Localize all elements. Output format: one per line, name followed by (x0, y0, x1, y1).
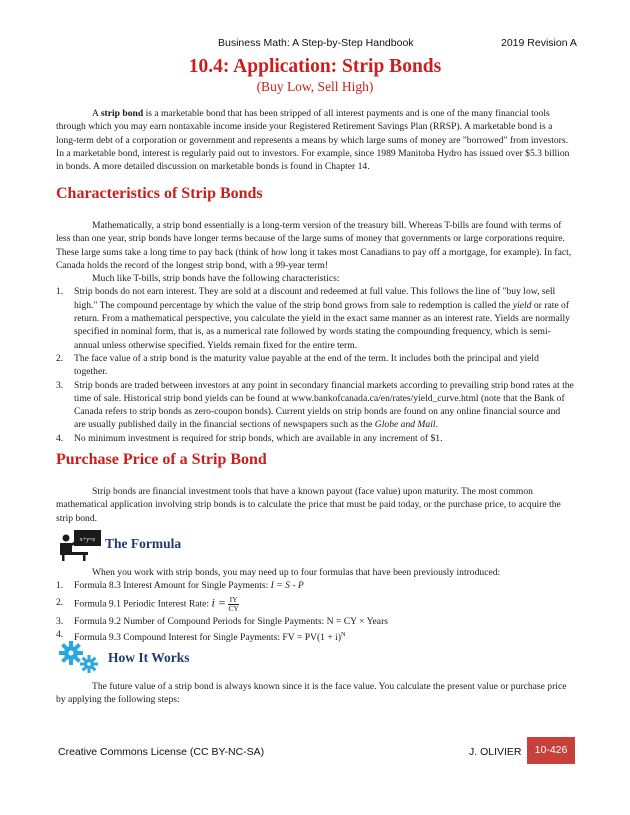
formula2-numerator: IY (229, 594, 238, 604)
item1-yield-term: yield (512, 299, 532, 311)
item4-text: No minimum investment is required for strip bonds, which are available in any increment of $1. (74, 432, 443, 444)
how-it-works-heading: How It Works (108, 650, 190, 665)
how-it-works-body (56, 680, 574, 707)
item3-text-b: . (435, 419, 438, 431)
gears-icon (57, 640, 103, 674)
formula4-label: Formula 9.3 Compound Interest for Single Payments: (74, 632, 283, 644)
intro-lead: A (92, 108, 101, 119)
page-title: 10.4: Application: Strip Bonds (188, 56, 442, 77)
item1-text-b: or rate of return. From a mathematical perspective, you calculate the yield in the exact same manner as an interest rate. Yields are normally specified in nominal form, that is, as a numerical rate followed by words stating the compounding frequency, which is semi-annual unless otherwise specified. Yields remain fixed for the entire term. (74, 299, 570, 351)
list-item: 4. No minimum investment is required for strip bonds, which are available in any increment of $1. (56, 432, 443, 444)
intro-paragraph (56, 107, 574, 173)
formula1-label: Formula 8.3 Interest Amount for Single Payments: (74, 580, 271, 592)
list-item: 3. Strip bonds are traded between investors at any point in secondary financial markets according to prevailing strip bond rates at the time of sale. Historical strip bond yields can be found at www.bankofcanada.ca/en/rates/yield_curve.html (note that the Bank of Canada refers to strip bonds as zero-coupon bonds). Current yields on strip bonds are found on any online financial source and are usually published daily in the financial sections of newspapers such as the Globe and Mail. (56, 379, 574, 431)
formula2-fraction (228, 596, 238, 613)
purchase-price-heading: Purchase Price of a Strip Bond (56, 451, 267, 468)
formula2-lhs: i = (211, 595, 226, 610)
page-subtitle: (Buy Low, Sell High) (256, 79, 374, 94)
book-title: Business Math: A Step-by-Step Handbook (218, 37, 414, 49)
formula-heading: The Formula (105, 536, 182, 551)
list-item: 1. Strip bonds do not earn interest. They are sold at a discount and redeemed at full value. This follows the line of "buy low, sell high." The compound percentage by which the value of the strip bond grows from sale to redemption is called the yield or rate of return. From a mathematical perspective, you calculate the yield in the exact same manner as an interest rate. Yields are normally specified in nominal form, that is, as a numerical rate followed by words stating the compounding frequency, which is semi-annual unless otherwise specified. Yields remain fixed for the entire term. (56, 286, 570, 351)
list-item: 3. Formula 9.2 Number of Compound Periods for Single Payments: N = CY × Years (56, 615, 388, 627)
characteristics-list (56, 285, 574, 445)
item3-newspaper: Globe and Mail (374, 419, 436, 431)
chalkboard-text: x+y=z (79, 537, 96, 543)
formula3-label: Formula 9.2 Number of Compound Periods for Single Payments: (74, 615, 327, 627)
formula2-denominator: CY (228, 603, 239, 613)
list-item: 1. Formula 8.3 Interest Amount for Single Payments: I = S - P (56, 580, 304, 592)
formula1-equation: I = S - P (270, 580, 304, 592)
characteristics-para1: Mathematically, a strip bond essentially is a long-term version of the treasury bill. Whereas T-bills are found with terms of less than one year, strip bonds have longer terms because of the large sums of money that governments or large corporations require. These large sums take a long time to pay back (think of how long it takes most Canadians to pay off a mortgage, for example). In fact, Canada holds the record of the longest strip bond, with a 99-year term! (56, 220, 572, 271)
list-item: 2. Formula 9.1 Periodic Interest Rate: i = $\frac{IY}{CY}$ (56, 594, 239, 613)
formula4-exponent: N (341, 630, 346, 638)
intro-rest: is a marketable bond that has been stripped of all interest payments and is one of the many financial tools through which you may earn nontaxable income inside your Registered Retirement Savings Plan (RRSP). A marketable bond is a long-term debt of a corporation or government and represents a means by which large sums of money are "borrowed" from investors. In a marketable bond, interest is regularly paid out to investors. For example, since 1989 Manitoba Hydro has issued over $5.3 billion in bonds. A more detailed discussion on marketable bonds is found in Chapter 14. (56, 108, 570, 173)
item1-text-a: Strip bonds do not earn interest. They are sold at a discount and redeemed at full value. This follows the line of "buy low, sell high." The compound percentage by which the value of the strip bond grows from sale to redemption is called the (74, 286, 556, 311)
item2-text: The face value of a strip bond is the maturity value payable at the end of the term. It includes both the principal and yield together. (74, 352, 539, 378)
formula-body (56, 566, 574, 644)
teacher-chalkboard-icon (57, 528, 103, 562)
formula3-equation: N = CY × Years (326, 615, 388, 627)
author-name: J. OLIVIER (469, 746, 522, 758)
license-text: Creative Commons License (CC BY-NC-SA) (58, 746, 265, 758)
revision-label: 2019 Revision A (501, 37, 577, 49)
page-number-badge: 10-426 (527, 737, 575, 764)
intro-term: strip bond (100, 108, 144, 119)
item3-text-a: Strip bonds are traded between investors at any point in secondary financial markets according to prevailing strip bond rates at the time of sale. Historical strip bond yields can be found at www.bankofcanada.ca/en/rates/yield_curve.html (note that the Bank of Canada refers to strip bonds as zero-coupon bonds). Current yields on strip bonds are found on any online financial source and are usually published daily in the financial sections of newspapers such as the (74, 379, 574, 431)
purchase-para: Strip bonds are financial investment tools that have a known payout (face value) upon maturity. The most common mathematical application involving strip bonds is to calculate the price that must be paid today, or the purchase price, to acquire the strip bond. (56, 486, 561, 524)
formula-intro: When you work with strip bonds, you may need up to four formulas that have been previously introduced: (92, 567, 501, 578)
purchase-body (56, 485, 574, 525)
formula4-equation: FV = PV(1 + i) (282, 632, 342, 644)
formula-list (56, 579, 574, 644)
formula2-label: Formula 9.1 Periodic Interest Rate: (74, 598, 212, 610)
characteristics-heading: Characteristics of Strip Bonds (56, 185, 263, 202)
how-it-works-para: The future value of a strip bond is always known since it is the face value. You calculate the present value or purchase price by applying the following steps: (56, 681, 567, 706)
list-item: 4. Formula 9.3 Compound Interest for Single Payments: FV = $PV(1 + i)^N$ (56, 628, 346, 644)
characteristics-body (56, 219, 574, 445)
list-item: 2. The face value of a strip bond is the maturity value payable at the end of the term. It includes both the principal and yield together. (56, 352, 539, 378)
characteristics-para2: Much like T-bills, strip bonds have the following characteristics: (92, 273, 340, 285)
